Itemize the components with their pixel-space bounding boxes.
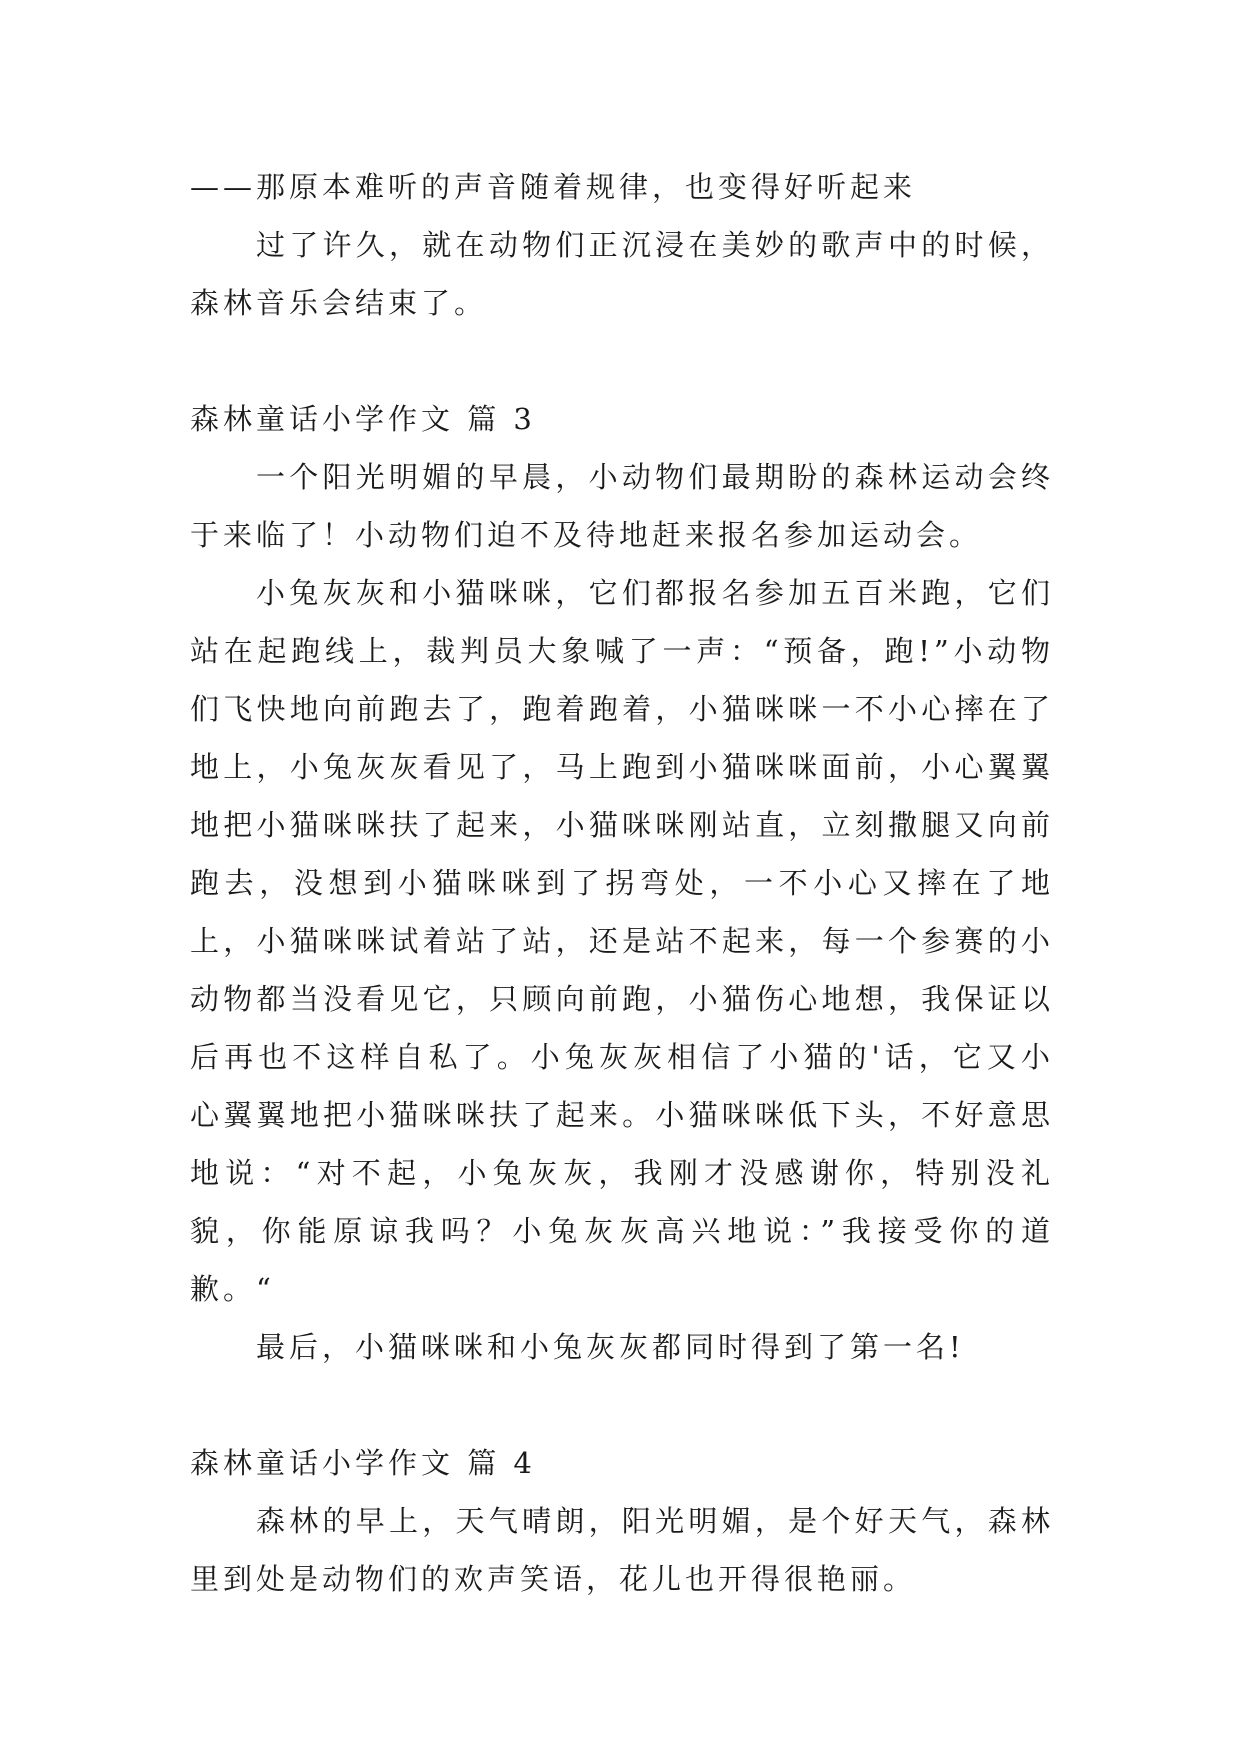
section-gap [190,332,1054,390]
section-gap [190,1376,1054,1434]
document-body [190,158,1054,1608]
paragraph: 过了许久，就在动物们正沉浸在美妙的歌声中的时候，森林音乐会结束了。 [190,228,1054,320]
paragraph: 森林的早上，天气晴朗，阳光明媚，是个好天气，森林里到处是动物们的欢声笑语，花儿也开得很艳丽。 [190,1504,1054,1596]
paragraph: 一个阳光明媚的早晨，小动物们最期盼的森林运动会终于来临了！小动物们迫不及待地赶来报名参加运动会。 [190,460,1054,552]
paragraph: 小兔灰灰和小猫咪咪，它们都报名参加五百米跑，它们站在起跑线上，裁判员大象喊了一声：“预备，跑!”小动物们飞快地向前跑去了，跑着跑着，小猫咪咪一不小心摔在了地上，小兔灰灰看见了，马上跑到小猫咪咪面前，小心翼翼地把小猫咪咪扶了起来，小猫咪咪刚站直，立刻撒腿又向前跑去，没想到小猫咪咪到了拐弯处，一不小心又摔在了地上，小猫咪咪试着站了站，还是站不起来，每一个参赛的小动物都当没看见它，只顾向前跑，小猫伤心地想，我保证以后再也不这样自私了。小兔灰灰相信了小猫的'话，它又小心翼翼地把小猫咪咪扶了起来。小猫咪咪低下头，不好意思地说：“对不起，小兔灰灰，我刚才没感谢你，特别没礼貌，你能原谅我吗？小兔灰灰高兴地说：”我接受你的道歉。“ [190,576,1054,1306]
paragraph: ——那原本难听的声音随着规律，也变得好听起来 [190,170,917,204]
section-title-4: 森林童话小学作文 篇 4 [190,1446,536,1480]
paragraph: 最后，小猫咪咪和小兔灰灰都同时得到了第一名! [256,1330,965,1364]
section-title-3: 森林童话小学作文 篇 3 [190,402,536,436]
